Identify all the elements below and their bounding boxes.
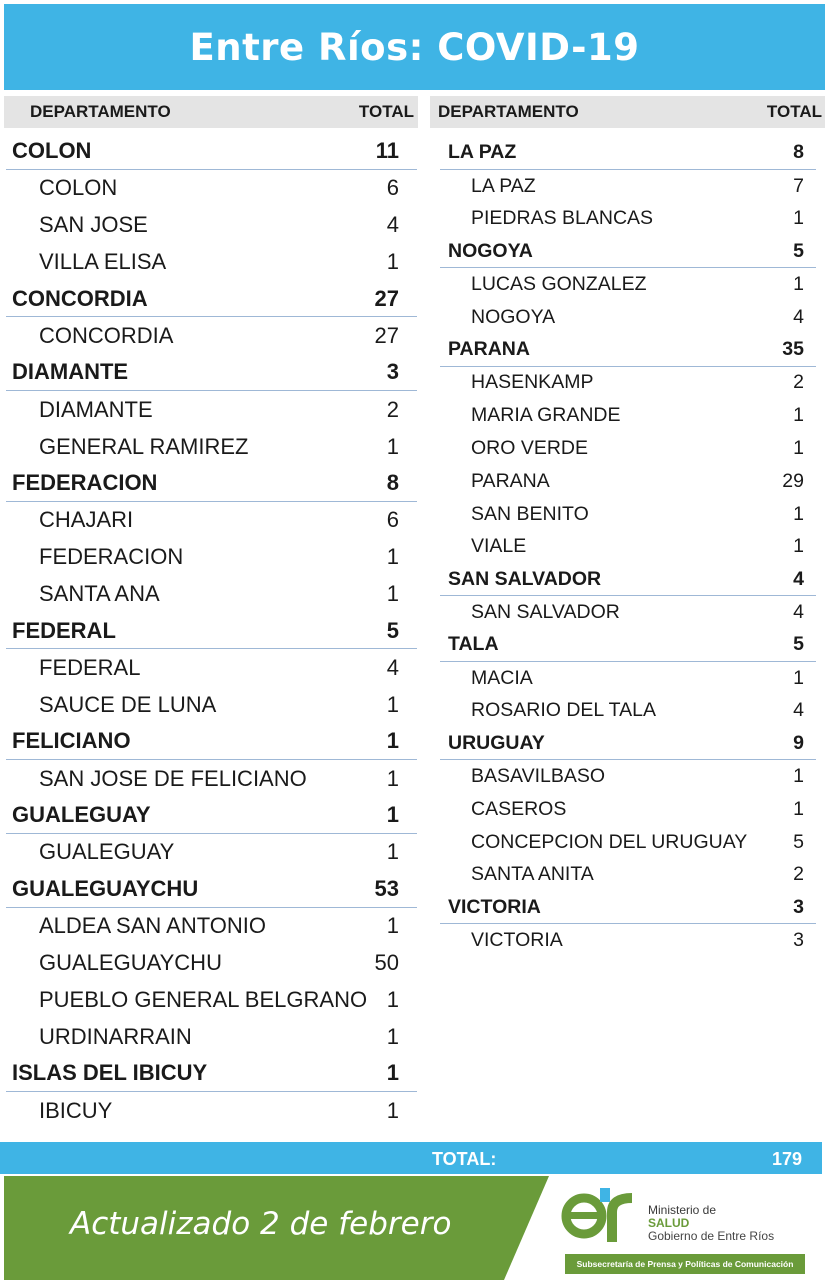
locality-row [440, 367, 816, 400]
locality-total: 1 [386, 839, 399, 865]
total-header: TOTAL [766, 102, 822, 121]
department-total: 27 [374, 285, 399, 311]
locality-name: HASENKAMP [471, 371, 594, 394]
locality-name: DIAMANTE [39, 396, 153, 422]
department-total: 9 [793, 731, 804, 754]
department-name: COLON [12, 137, 92, 163]
locality-name: MARIA GRANDE [471, 404, 621, 427]
locality-total: 2 [386, 396, 399, 422]
locality-total: 1 [793, 273, 804, 296]
total-header: TOTAL [358, 102, 414, 121]
locality-row [6, 207, 417, 244]
locality-total: 2 [793, 863, 804, 886]
locality-name: VICTORIA [471, 929, 563, 952]
locality-name: BASAVILBASO [471, 765, 606, 788]
locality-total: 1 [386, 1097, 399, 1123]
locality-total: 27 [374, 322, 399, 348]
department-name: VICTORIA [448, 895, 541, 918]
locality-row [440, 695, 816, 728]
department-total: 4 [793, 567, 804, 590]
locality-name: SAN BENITO [471, 502, 589, 525]
locality-name: GUALEGUAY [39, 839, 175, 865]
department-total: 53 [374, 875, 399, 901]
locality-total: 4 [793, 699, 804, 722]
locality-total: 1 [386, 691, 399, 717]
er-logo-icon [560, 1180, 640, 1244]
department-row [6, 613, 417, 650]
locality-name: SANTA ANA [39, 581, 160, 607]
locality-name: SAUCE DE LUNA [39, 691, 217, 717]
locality-row [6, 981, 417, 1018]
department-row [6, 797, 417, 834]
locality-row [440, 760, 816, 793]
department-name: FEDERACION [12, 469, 158, 495]
locality-row [6, 170, 417, 207]
footer [0, 1176, 829, 1280]
department-total: 5 [386, 617, 399, 643]
locality-total: 6 [386, 175, 399, 201]
right-column-header [430, 96, 825, 128]
ministry-logo [560, 1178, 825, 1278]
department-total: 3 [386, 359, 399, 385]
grand-total-bar [0, 1142, 822, 1174]
locality-name: PARANA [471, 469, 550, 492]
locality-name: CONCEPCION DEL URUGUAY [471, 830, 748, 853]
locality-total: 1 [793, 797, 804, 820]
department-total: 8 [386, 469, 399, 495]
gobierno-text: Gobierno de Entre Ríos [648, 1229, 775, 1243]
locality-name: SANTA ANITA [471, 863, 594, 886]
department-total: 3 [793, 895, 804, 918]
locality-total: 1 [793, 207, 804, 230]
locality-row [440, 203, 816, 236]
department-name: TALA [448, 633, 499, 656]
department-header: DEPARTAMENTO [438, 102, 579, 121]
department-name: URUGUAY [448, 731, 545, 754]
locality-name: CHAJARI [39, 507, 134, 533]
locality-row [6, 908, 417, 945]
department-total: 1 [386, 728, 399, 754]
department-row [440, 137, 816, 170]
locality-row [6, 945, 417, 982]
department-name: GUALEGUAY [12, 801, 151, 827]
locality-row [6, 1092, 417, 1129]
grand-total-label: TOTAL: [432, 1149, 497, 1169]
locality-name: CONCORDIA [39, 322, 174, 348]
department-name: FELICIANO [12, 728, 131, 754]
department-row [440, 727, 816, 760]
updated-date: Actualizado 2 de febrero [70, 1206, 452, 1242]
department-name: GUALEGUAYCHU [12, 875, 199, 901]
department-name: ISLAS DEL IBICUY [12, 1060, 208, 1086]
department-header: DEPARTAMENTO [30, 102, 171, 121]
department-row [440, 891, 816, 924]
locality-total: 4 [386, 212, 399, 238]
locality-total: 6 [386, 507, 399, 533]
locality-total: 5 [793, 830, 804, 853]
grand-total-value: 179 [771, 1149, 802, 1169]
department-total: 5 [793, 239, 804, 262]
locality-name: PIEDRAS BLANCAS [471, 207, 654, 230]
department-total: 5 [793, 633, 804, 656]
locality-total: 1 [386, 913, 399, 939]
locality-total: 1 [386, 433, 399, 459]
department-name: SAN SALVADOR [448, 567, 602, 590]
locality-name: FEDERACION [39, 544, 184, 570]
locality-total: 1 [386, 249, 399, 275]
left-column-header [4, 96, 418, 128]
locality-row [6, 686, 417, 723]
department-row [440, 334, 816, 367]
locality-total: 1 [793, 502, 804, 525]
locality-name: SAN JOSE [39, 212, 148, 238]
locality-total: 1 [386, 986, 399, 1012]
locality-total: 50 [374, 950, 399, 976]
department-row [6, 723, 417, 760]
left-column-table [6, 133, 417, 1129]
locality-row [440, 793, 816, 826]
locality-row [6, 244, 417, 281]
locality-name: LA PAZ [471, 174, 536, 197]
locality-row [440, 301, 816, 334]
locality-name: GUALEGUAYCHU [39, 950, 222, 976]
page-title: Entre Ríos: COVID-19 [189, 25, 640, 69]
department-row [6, 133, 417, 170]
locality-name: ROSARIO DEL TALA [471, 699, 656, 722]
ministerio-text: Ministerio de [648, 1203, 717, 1217]
department-row [6, 1055, 417, 1092]
locality-row [440, 859, 816, 892]
department-row [6, 354, 417, 391]
locality-total: 1 [793, 437, 804, 460]
locality-total: 1 [793, 666, 804, 689]
locality-total: 1 [386, 1023, 399, 1049]
salud-text: SALUD [648, 1216, 690, 1230]
locality-name: URDINARRAIN [39, 1023, 192, 1049]
locality-total: 4 [793, 601, 804, 624]
locality-row [440, 531, 816, 564]
department-name: CONCORDIA [12, 285, 148, 311]
locality-name: SAN JOSE DE FELICIANO [39, 765, 307, 791]
locality-row [6, 1018, 417, 1055]
department-total: 11 [375, 137, 399, 163]
department-total: 1 [386, 801, 399, 827]
locality-name: ALDEA SAN ANTONIO [39, 913, 267, 939]
right-column-table [440, 137, 816, 957]
locality-row [440, 826, 816, 859]
locality-total: 1 [386, 544, 399, 570]
department-row [6, 871, 417, 908]
locality-name: COLON [39, 175, 118, 201]
department-row [6, 281, 417, 318]
locality-total: 3 [793, 929, 804, 952]
locality-name: ORO VERDE [471, 437, 589, 460]
locality-row [440, 399, 816, 432]
locality-name: FEDERAL [39, 654, 141, 680]
locality-name: PUEBLO GENERAL BELGRANO [39, 986, 368, 1012]
locality-row [6, 391, 417, 428]
locality-total: 1 [793, 535, 804, 558]
department-name: LA PAZ [448, 141, 517, 164]
locality-name: IBICUY [39, 1097, 113, 1123]
locality-name: CASEROS [471, 797, 567, 820]
locality-name: MACIA [471, 666, 533, 689]
locality-total: 1 [386, 765, 399, 791]
department-total: 8 [793, 141, 804, 164]
locality-total: 1 [793, 765, 804, 788]
department-row [6, 465, 417, 502]
department-name: DIAMANTE [12, 359, 129, 385]
subsecretaria-banner: Subsecretaría de Prensa y Políticas de Comunicación [565, 1254, 805, 1274]
locality-total: 4 [386, 654, 399, 680]
locality-row [440, 432, 816, 465]
locality-total: 7 [793, 174, 804, 197]
locality-row [6, 502, 417, 539]
department-total: 35 [782, 338, 804, 361]
department-name: NOGOYA [448, 239, 533, 262]
locality-row [440, 170, 816, 203]
locality-total: 2 [793, 371, 804, 394]
locality-row [6, 576, 417, 613]
locality-total: 1 [793, 404, 804, 427]
department-total: 1 [386, 1060, 399, 1086]
locality-row [6, 649, 417, 686]
locality-row [6, 317, 417, 354]
locality-name: LUCAS GONZALEZ [471, 273, 647, 296]
locality-row [6, 539, 417, 576]
locality-row [440, 596, 816, 629]
locality-row [6, 428, 417, 465]
department-row [440, 629, 816, 662]
locality-row [440, 268, 816, 301]
department-row [440, 563, 816, 596]
ministry-name [648, 1204, 774, 1243]
locality-name: SAN SALVADOR [471, 601, 620, 624]
locality-name: VIALE [471, 535, 527, 558]
locality-name: NOGOYA [471, 305, 556, 328]
locality-row [440, 465, 816, 498]
locality-row [6, 760, 417, 797]
locality-row [6, 834, 417, 871]
department-row [440, 235, 816, 268]
locality-name: GENERAL RAMIREZ [39, 433, 249, 459]
department-name: FEDERAL [12, 617, 116, 643]
department-name: PARANA [448, 338, 530, 361]
locality-name: VILLA ELISA [39, 249, 167, 275]
locality-total: 4 [793, 305, 804, 328]
locality-row [440, 498, 816, 531]
locality-row [440, 662, 816, 695]
page-header [4, 4, 825, 90]
locality-total: 29 [782, 469, 804, 492]
locality-row [440, 924, 816, 957]
locality-total: 1 [386, 581, 399, 607]
